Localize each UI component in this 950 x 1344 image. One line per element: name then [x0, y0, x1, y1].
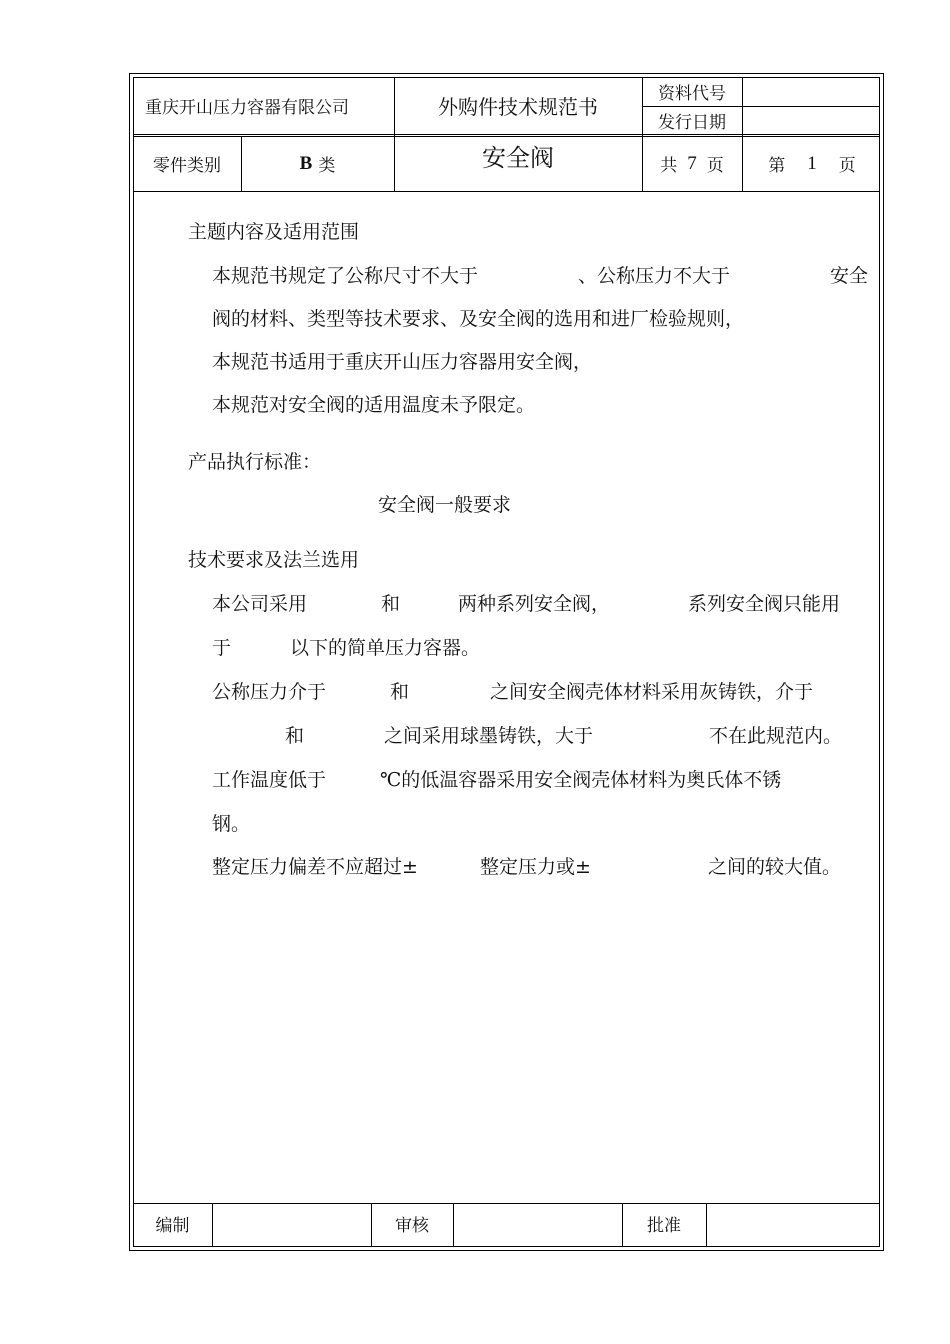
- issue-date-label: 发行日期: [658, 113, 726, 133]
- part-category-code: B: [299, 152, 313, 174]
- approved-by-label: 批准: [647, 1215, 681, 1236]
- compiled-by-value: [212, 1203, 371, 1243]
- s3-line1-part-b: 和: [381, 593, 401, 615]
- s3-line1-part-d: 系列安全阀只能用: [688, 593, 841, 615]
- s3-line3-part-a: 公称压力介于: [212, 681, 327, 703]
- issue-date-value: [742, 106, 880, 135]
- total-pages-suffix: 页: [706, 156, 724, 176]
- s3-line1-part-a: 本公司采用: [212, 593, 308, 615]
- section-3-line-1: [212, 582, 872, 626]
- s1-line1-part-c: 安全: [830, 265, 869, 287]
- section-3-line-5: [212, 758, 782, 802]
- part-category-suffix: 类: [318, 156, 336, 176]
- section-1-line-4: 本规范对安全阀的适用温度未予限定。: [212, 394, 536, 416]
- s3-line5-part-b: ℃的低温容器采用安全阀壳体材料为奥氏体不锈: [380, 769, 782, 791]
- header-bottom-line: [133, 191, 880, 192]
- section-1-line-1: [212, 254, 869, 298]
- s3-line4-part-b: 之间采用球墨铸铁，大于: [384, 725, 594, 747]
- section-3-line-2: [212, 626, 481, 670]
- document-code-label: 资料代号: [658, 84, 726, 104]
- page-number-value: 1: [807, 152, 817, 174]
- s3-line7-part-a: 整定压力偏差不应超过±: [212, 856, 418, 878]
- s1-line1-part-b: 、公称压力不大于: [578, 265, 731, 287]
- section-2-title: 产品执行标准：: [188, 451, 322, 473]
- s3-line1-part-c: 两种系列安全阀，: [458, 593, 611, 615]
- s3-line3-part-c: 之间安全阀壳体材料采用灰铸铁，介于: [490, 681, 814, 703]
- s3-line2-part-b: 以下的简单压力容器。: [290, 637, 481, 659]
- section-1-line-2: 阀的材料、类型等技术要求、及安全阀的选用和进厂检验规则，: [212, 308, 745, 330]
- s3-line3-part-b: 和: [390, 681, 410, 703]
- section-3-line-3: [212, 670, 872, 714]
- document-title: 外购件技术规范书: [438, 95, 598, 119]
- total-pages-prefix: 共: [660, 156, 678, 176]
- part-category-label: 零件类别: [153, 156, 221, 176]
- part-category-value: [241, 136, 394, 191]
- page-number: [742, 136, 882, 191]
- section-2-standard: 安全阀一般要求: [378, 494, 512, 516]
- total-pages-number: 7: [687, 152, 697, 174]
- section-3-line-7: [212, 845, 872, 889]
- document-code-value: [742, 77, 880, 106]
- page-number-prefix: 第: [768, 156, 786, 176]
- s3-line2-part-a: 于: [212, 637, 232, 659]
- s3-line5-part-a: 工作温度低于: [212, 769, 327, 791]
- compiled-by-label: 编制: [155, 1215, 190, 1236]
- reviewed-by-label: 审核: [395, 1215, 429, 1236]
- approved-by-value: [706, 1203, 880, 1243]
- section-1-line-3: 本规范书适用于重庆开山压力容器用安全阀，: [212, 351, 593, 373]
- s3-line7-part-c: 之间的较大值。: [708, 856, 842, 878]
- company-name: 重庆开山压力容器有限公司: [145, 98, 349, 118]
- s1-line1-part-a: 本规范书规定了公称尺寸不大于: [212, 265, 479, 287]
- section-3-title: 技术要求及法兰选用: [188, 549, 360, 571]
- section-3-line-6: 钢。: [212, 813, 251, 835]
- section-1-title: 主题内容及适用范围: [188, 221, 360, 243]
- s3-line4-part-c: 不在此规范内。: [709, 725, 843, 747]
- page-number-suffix: 页: [838, 156, 856, 176]
- total-pages: [642, 136, 742, 191]
- s3-line7-part-b: 整定压力或±: [480, 856, 591, 878]
- part-name: 安全阀: [482, 143, 554, 172]
- s3-line4-part-a: 和: [285, 725, 305, 747]
- reviewed-by-value: [453, 1203, 622, 1243]
